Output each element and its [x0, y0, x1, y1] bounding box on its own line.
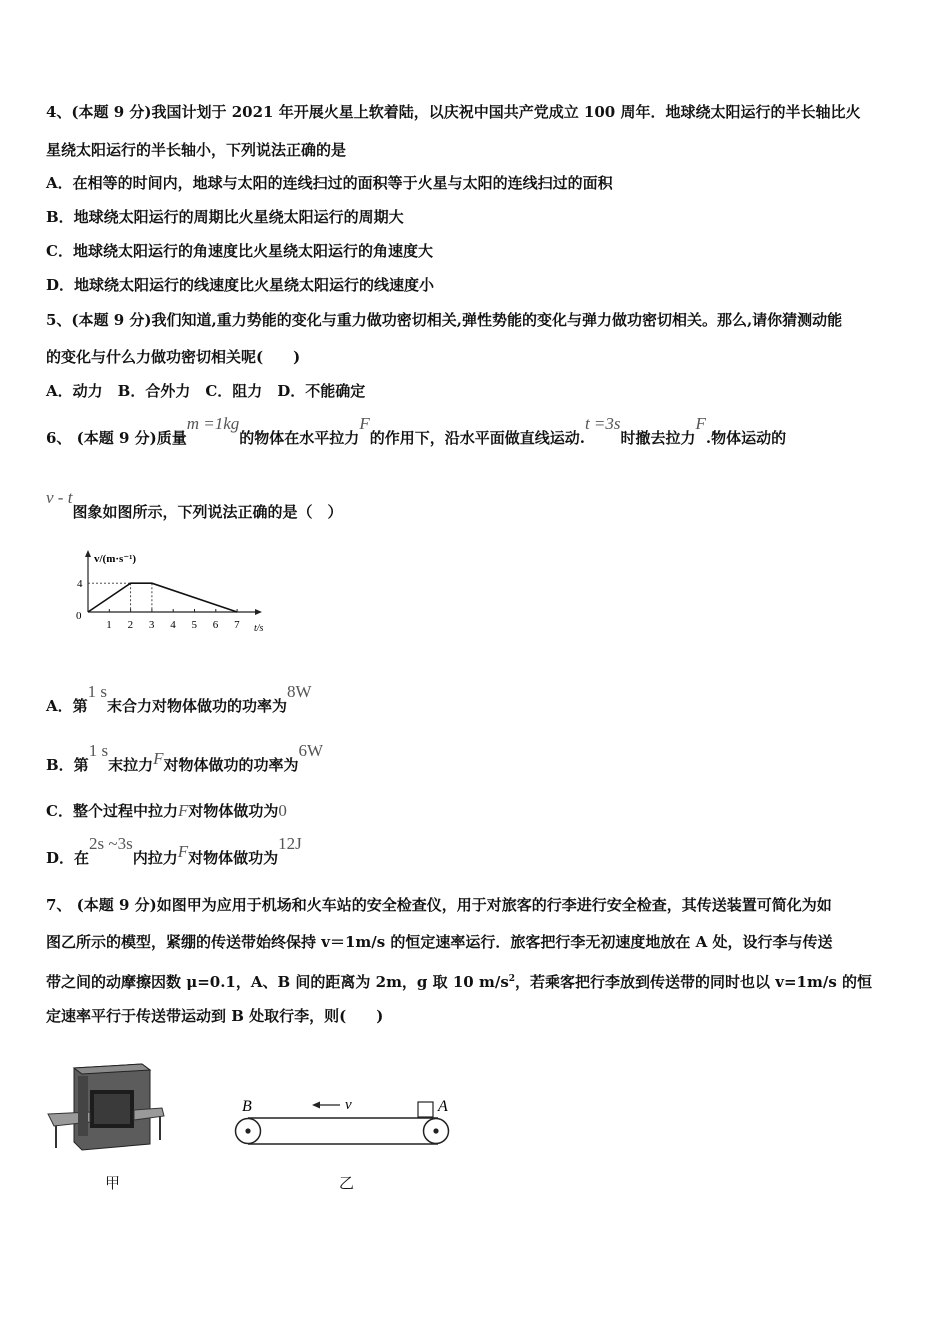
q6-option-d — [46, 834, 302, 868]
x-axis-arrow — [255, 609, 262, 615]
y-axis-arrow — [85, 550, 91, 557]
q6-text-3: 的作用下，沿水平面做直线运动. — [369, 429, 585, 447]
velocity-line — [88, 583, 237, 612]
q6a-math-1: 1 s — [87, 682, 108, 701]
q4-option-a: A．在相等的时间内，地球与太阳的连线扫过的面积等于火星与太阳的连线扫过的面积 — [46, 174, 613, 192]
q6-text-4: 时撤去拉力 — [620, 429, 696, 447]
q7-line4: 定速率平行于传送带运动到 B 处取行李，则( ) — [46, 1007, 384, 1025]
q7-line2: 图乙所示的模型，紧绷的传送带始终保持 v＝1m/s 的恒定速率运行．旅客把行李无初速度地放在 A 处，设行李与传送 — [46, 933, 833, 951]
q6c-math-1: F — [177, 801, 189, 820]
q4-option-c: C．地球绕太阳运行的角速度比火星绕太阳运行的角速度大 — [46, 242, 433, 260]
origin-label: 0 — [76, 610, 82, 622]
q4-option-d: D．地球绕太阳运行的线速度比火星绕太阳运行的线速度小 — [46, 276, 435, 294]
conveyor-figure — [230, 1092, 470, 1152]
y-axis-label: v/(m·s⁻¹) — [94, 553, 137, 565]
vt-chart — [46, 548, 296, 638]
q6d-text-1: D．在 — [46, 849, 90, 867]
q6d-text-2: 内拉力 — [132, 849, 178, 867]
q6a-text-1: A．第 — [46, 697, 88, 715]
q6b-math-1: 1 s — [88, 741, 109, 760]
q6-stem-line1 — [46, 414, 787, 448]
q6c-text-1: C．整个过程中拉力 — [46, 802, 178, 820]
x-tick-label: 2 — [127, 619, 134, 631]
q6-math-mass: m =1kg — [186, 414, 240, 433]
q6-option-a — [46, 682, 312, 716]
q6-text-5: .物体运动的 — [705, 429, 787, 447]
q6-option-c — [46, 801, 287, 821]
x-tick-label: 4 — [170, 619, 176, 631]
q6-math-vt: v - t — [46, 488, 73, 507]
q6d-math-2: F — [177, 842, 189, 861]
q4-line1: 4、(本题 9 分)我国计划于 2021 年开展火星上软着陆，以庆祝中国共产党成立 100 周年．地球绕太阳运行的半长轴比火 — [46, 103, 861, 121]
q6-text-1: 6、 (本题 9 分)质量 — [46, 429, 187, 447]
q6a-math-2: 8W — [287, 682, 312, 701]
q7-line3-a: 带之间的动摩擦因数 μ=0.1，A、B 间的距离为 2m，g 取 10 m/s — [46, 973, 509, 991]
q7-line3-b: ，若乘客把行李放到传送带的同时也以 v=1m/s 的恒 — [515, 973, 872, 991]
x-tick-label: 3 — [148, 619, 155, 631]
q4-option-b: B．地球绕太阳运行的周期比火星绕太阳运行的周期大 — [46, 208, 404, 226]
q6d-math-1: 2s ~3s — [89, 834, 133, 853]
q6d-text-3: 对物体做功为 — [188, 849, 279, 867]
q6-math-time: t =3s — [584, 414, 621, 433]
label-a: A — [438, 1098, 448, 1115]
x-tick-label: 1 — [106, 619, 112, 631]
q6-math-force: F — [359, 414, 370, 433]
x-axis-label: t/s — [254, 623, 264, 634]
q6b-math-3: 6W — [298, 741, 324, 760]
fig-label-jia: 甲 — [105, 1174, 121, 1192]
q5-line2: 的变化与什么力做功密切相关呢( ) — [46, 348, 301, 366]
q5-line1: 5、(本题 9 分)我们知道,重力势能的变化与重力做功密切相关,弹性势能的变化与弹力做功密切相关。那么,请你猜测动能 — [46, 311, 843, 329]
q6-stem-line2 — [46, 488, 343, 522]
y-tick-label: 4 — [77, 578, 83, 591]
label-v: v — [345, 1097, 352, 1113]
q5-options: A．动力 B．合外力 C．阻力 D．不能确定 — [46, 382, 366, 400]
q6b-math-2: F — [153, 749, 164, 768]
label-b: B — [242, 1098, 252, 1115]
fig-label-yi: 乙 — [339, 1174, 355, 1192]
q6-text-6: 图象如图所示，下列说法正确的是（ ） — [72, 503, 343, 521]
q6-option-b — [46, 741, 324, 775]
q4-line2: 星绕太阳运行的半长轴小，下列说法正确的是 — [46, 141, 347, 159]
x-tick-label: 5 — [191, 619, 197, 631]
x-tick-label: 7 — [234, 619, 240, 631]
q7-line3 — [46, 969, 872, 992]
q6b-text-2: 末拉力 — [108, 756, 154, 774]
q6-text-2: 的物体在水平拉力 — [239, 429, 360, 447]
q6b-text-3: 对物体做功的功率为 — [163, 756, 299, 774]
x-tick-label: 6 — [212, 619, 219, 631]
q6c-math-2: 0 — [278, 801, 287, 820]
q6-math-force-2: F — [695, 414, 706, 433]
q6c-text-2: 对物体做功为 — [188, 802, 279, 820]
q7-line1: 7、 (本题 9 分)如图甲为应用于机场和火车站的安全检查仪，用于对旅客的行李进行安全检查，其传送装置可简化为如 — [46, 896, 832, 914]
q6d-math-3: 12J — [278, 834, 302, 853]
q6b-text-1: B．第 — [46, 756, 89, 774]
scanner-figure — [46, 1062, 166, 1154]
q7-line3-sup: 2 — [508, 974, 516, 984]
q6a-text-2: 末合力对物体做功的功率为 — [107, 697, 288, 715]
